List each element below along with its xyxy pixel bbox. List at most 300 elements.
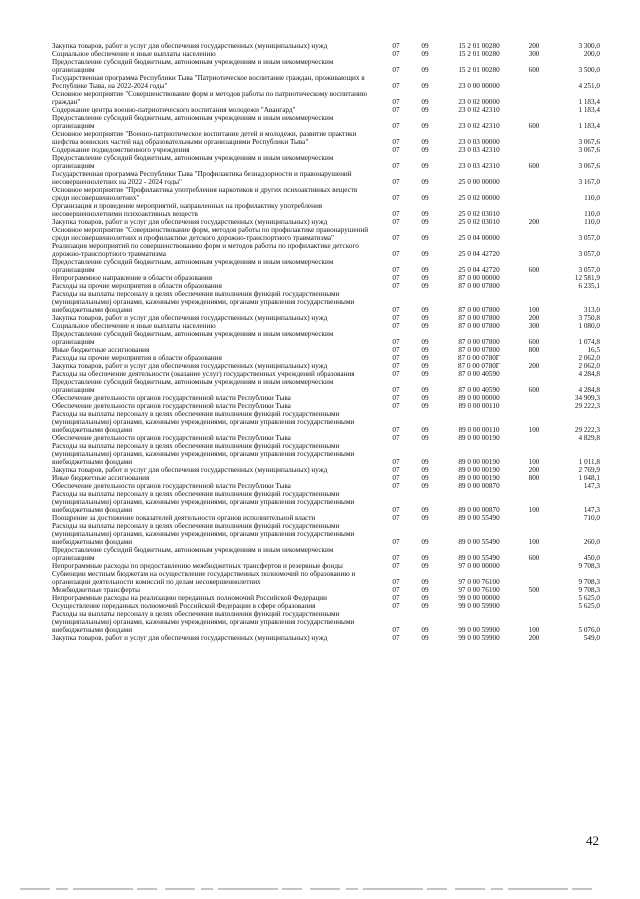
row-type-cell: 200 xyxy=(528,42,540,50)
row-target-cell: 89 0 00 00190 xyxy=(458,458,500,466)
row-target-cell: 25 0 04 42720 xyxy=(458,250,500,258)
row-target-cell: 87 0 00 00000 xyxy=(458,274,500,282)
table-row xyxy=(52,74,600,90)
row-subsection-cell: 09 xyxy=(421,594,429,602)
row-target-cell: 23 0 02 42310 xyxy=(458,106,500,114)
row-target-cell: 23 0 02 42310 xyxy=(458,122,500,130)
row-subsection-cell: 09 xyxy=(421,482,429,490)
row-section-cell: 07 xyxy=(392,362,400,370)
row-amount-cell: 1 074,8 xyxy=(578,338,600,346)
row-type-cell xyxy=(518,130,550,146)
row-name-cell: Предоставление субсидий бюджетным, автономным учреждениям и иным некоммерческим организациям xyxy=(52,114,334,130)
row-name-cell: Расходы на обеспечение деятельности (оказание услуг) государственных учреждений образования xyxy=(52,370,355,378)
row-subsection-cell: 09 xyxy=(421,250,429,258)
row-subsection-cell: 09 xyxy=(421,386,429,394)
table-row xyxy=(52,634,600,642)
row-type-cell: 600 xyxy=(528,122,540,130)
row-target-cell: 99 0 00 00000 xyxy=(458,594,500,602)
table-row xyxy=(52,362,600,370)
row-subsection-cell: 09 xyxy=(421,282,429,290)
row-section-cell: 07 xyxy=(392,602,400,610)
row-name-cell: Непрограммные расходы по предоставлению межбюджетных трансфертов и резервные фонды xyxy=(52,562,343,570)
row-subsection-cell: 09 xyxy=(421,66,429,74)
row-section-cell: 07 xyxy=(392,322,400,330)
row-subsection-cell: 09 xyxy=(421,266,429,274)
row-type-cell xyxy=(518,482,550,490)
row-name-cell: Предоставление субсидий бюджетным, автономным учреждениям и иным некоммерческим организациям xyxy=(52,58,334,74)
row-name-cell: Иные бюджетные ассигнования xyxy=(52,474,150,482)
row-subsection-cell: 09 xyxy=(421,194,429,202)
row-amount-cell: 110,0 xyxy=(584,218,600,226)
row-name-cell: Предоставление субсидий бюджетным, автономным учреждениям и иным некоммерческим организациям xyxy=(52,330,334,346)
row-target-cell: 87 0 00 40590 xyxy=(458,370,500,378)
row-section-cell: 07 xyxy=(392,98,400,106)
table-row xyxy=(52,106,600,114)
table-row xyxy=(52,586,600,594)
row-type-cell xyxy=(518,226,550,242)
table-row xyxy=(52,410,600,434)
row-target-cell: 89 0 00 55490 xyxy=(458,514,500,522)
row-target-cell: 89 0 00 00870 xyxy=(458,482,500,490)
row-name-cell: Расходы на выплаты персоналу в целях обеспечения выполнения функций государственными (муниципальными) органами, казенными учреждениями, органами управления государственными внебюджетными фондами xyxy=(52,290,355,314)
table-row xyxy=(52,218,600,226)
row-target-cell: 99 0 00 59900 xyxy=(458,634,500,642)
page-number: 42 xyxy=(586,833,599,848)
table-row xyxy=(52,570,600,586)
row-name-cell: Непрограммные расходы на реализацию переданных полномочий Российской Федерации xyxy=(52,594,327,602)
row-type-cell xyxy=(518,90,550,106)
row-name-cell: Государственная программа Республики Тыва "Патриотическое воспитание граждан, проживающих в Республике Тыва, на 2022-2024 годы" xyxy=(52,74,365,90)
row-section-cell: 07 xyxy=(392,314,400,322)
row-name-cell: Обеспечение деятельности органов государственной власти Республики Тыва xyxy=(52,482,291,490)
row-section-cell: 07 xyxy=(392,402,400,410)
row-section-cell: 07 xyxy=(392,218,400,226)
row-subsection-cell: 09 xyxy=(421,466,429,474)
row-section-cell: 07 xyxy=(392,306,400,314)
row-type-cell: 600 xyxy=(528,162,540,170)
table-row xyxy=(52,242,600,258)
table-row xyxy=(52,514,600,522)
row-type-cell xyxy=(518,282,550,290)
row-name-cell: Обеспечение деятельности органов государственной власти Республики Тыва xyxy=(52,434,291,442)
budget-table xyxy=(52,42,600,642)
table-row xyxy=(52,346,600,354)
table-row xyxy=(52,146,600,154)
row-amount-cell: 1 011,8 xyxy=(578,458,600,466)
row-amount-cell: 4 284,8 xyxy=(578,386,600,394)
table-row xyxy=(52,562,600,570)
table-row xyxy=(52,602,600,610)
row-amount-cell: 5 625,0 xyxy=(578,594,600,602)
row-type-cell: 200 xyxy=(528,218,540,226)
row-subsection-cell: 09 xyxy=(421,210,429,218)
row-amount-cell: 4 829,8 xyxy=(578,434,600,442)
table-row xyxy=(52,130,600,146)
row-target-cell: 15 2 01 00280 xyxy=(458,50,500,58)
row-target-cell: 89 0 00 00190 xyxy=(458,466,500,474)
row-type-cell: 500 xyxy=(528,586,540,594)
row-name-cell: Расходы на выплаты персоналу в целях обеспечения выполнения функций государственными (муниципальными) органами, казенными учреждениями, органами управления государственными внебюджетными фондами xyxy=(52,442,355,466)
table-row xyxy=(52,170,600,186)
row-amount-cell: 1 080,0 xyxy=(578,322,600,330)
row-type-cell xyxy=(518,242,550,258)
row-type-cell xyxy=(518,170,550,186)
row-subsection-cell: 09 xyxy=(421,514,429,522)
row-amount-cell: 3 750,8 xyxy=(578,314,600,322)
row-name-cell: Основное мероприятие "Совершенствование форм и методов работы по патриотическому воспитанию граждан" xyxy=(52,90,368,106)
row-subsection-cell: 09 xyxy=(421,122,429,130)
row-section-cell: 07 xyxy=(392,578,400,586)
row-section-cell: 07 xyxy=(392,474,400,482)
row-subsection-cell: 09 xyxy=(421,138,429,146)
row-section-cell: 07 xyxy=(392,514,400,522)
row-section-cell: 07 xyxy=(392,626,400,634)
row-section-cell: 07 xyxy=(392,42,400,50)
row-amount-cell: 29 222,3 xyxy=(574,402,600,410)
row-section-cell: 07 xyxy=(392,554,400,562)
row-amount-cell: 16,5 xyxy=(587,346,600,354)
row-name-cell: Субвенции местным бюджетам на осуществление государственных полномочий по образованию и организации деятельности комиссий по делам несовершеннолетних xyxy=(52,570,356,586)
row-type-cell: 100 xyxy=(528,538,540,546)
row-type-cell xyxy=(518,370,550,378)
row-target-cell: 89 0 00 00000 xyxy=(458,394,500,402)
row-name-cell: Закупка товаров, работ и услуг для обеспечения государственных (муниципальных) нужд xyxy=(52,42,328,50)
row-type-cell xyxy=(518,570,550,586)
row-section-cell: 07 xyxy=(392,66,400,74)
row-section-cell: 07 xyxy=(392,162,400,170)
row-target-cell: 25 0 02 03010 xyxy=(458,218,500,226)
row-amount-cell: 549,0 xyxy=(583,634,600,642)
row-subsection-cell: 09 xyxy=(421,394,429,402)
row-subsection-cell: 09 xyxy=(421,314,429,322)
table-row xyxy=(52,154,600,170)
row-amount-cell: 110,0 xyxy=(584,210,600,218)
row-section-cell: 07 xyxy=(392,122,400,130)
row-target-cell: 89 0 00 00190 xyxy=(458,474,500,482)
row-amount-cell: 5 076,0 xyxy=(578,626,600,634)
row-name-cell: Закупка товаров, работ и услуг для обеспечения государственных (муниципальных) нужд xyxy=(52,466,328,474)
row-name-cell: Расходы на выплаты персоналу в целях обеспечения выполнения функций государственными (муниципальными) органами, казенными учреждениями, органами управления государственными внебюджетными фондами xyxy=(52,490,355,514)
row-subsection-cell: 09 xyxy=(421,306,429,314)
row-name-cell: Закупка товаров, работ и услуг для обеспечения государственных (муниципальных) нужд xyxy=(52,362,328,370)
row-section-cell: 07 xyxy=(392,82,400,90)
table-row xyxy=(52,594,600,602)
row-target-cell: 87 0 00 07800 xyxy=(458,322,500,330)
row-amount-cell: 34 909,3 xyxy=(574,394,600,402)
row-type-cell: 600 xyxy=(528,554,540,562)
row-amount-cell: 3 067,6 xyxy=(578,138,600,146)
row-target-cell: 15 2 01 00280 xyxy=(458,66,500,74)
table-row xyxy=(52,330,600,346)
row-subsection-cell: 09 xyxy=(421,338,429,346)
row-amount-cell: 4 251,0 xyxy=(578,82,600,90)
row-amount-cell: 147,3 xyxy=(583,482,600,490)
row-section-cell: 07 xyxy=(392,466,400,474)
row-target-cell: 23 0 02 00000 xyxy=(458,98,500,106)
row-target-cell: 23 0 03 42310 xyxy=(458,162,500,170)
row-amount-cell: 313,0 xyxy=(583,306,600,314)
row-name-cell: Организация и проведение мероприятий, направленных на профилактику употребления несовершеннолетними психоактивных веществ xyxy=(52,202,323,218)
row-amount-cell: 200,0 xyxy=(583,50,600,58)
row-name-cell: Государственная программа Республики Тыва "Профилактика безнадзорности и правонарушений несовершеннолетних на 2022 - 2024 годы" xyxy=(52,170,352,186)
row-name-cell: Межбюджетные трансферты xyxy=(52,586,140,594)
table-row xyxy=(52,610,600,634)
table-row xyxy=(52,482,600,490)
row-amount-cell: 110,0 xyxy=(584,194,600,202)
row-name-cell: Предоставление субсидий бюджетным, автономным учреждениям и иным некоммерческим организациям xyxy=(52,378,334,394)
row-amount-cell: 29 222,3 xyxy=(574,426,600,434)
row-subsection-cell: 09 xyxy=(421,354,429,362)
table-row xyxy=(52,282,600,290)
row-type-cell xyxy=(518,186,550,202)
table-row xyxy=(52,370,600,378)
row-section-cell: 07 xyxy=(392,250,400,258)
row-type-cell: 600 xyxy=(528,266,540,274)
row-target-cell: 87 0 00 07800 xyxy=(458,282,500,290)
row-subsection-cell: 09 xyxy=(421,506,429,514)
row-amount-cell: 9 708,3 xyxy=(578,586,600,594)
row-subsection-cell: 09 xyxy=(421,362,429,370)
row-type-cell: 800 xyxy=(528,346,540,354)
table-row xyxy=(52,490,600,514)
row-target-cell: 87 0 00 07800 xyxy=(458,306,500,314)
row-amount-cell: 3 057,0 xyxy=(578,234,600,242)
row-name-cell: Предоставление субсидий бюджетным, автономным учреждениям и иным некоммерческим организациям xyxy=(52,258,334,274)
row-amount-cell: 710,0 xyxy=(583,514,600,522)
table-row xyxy=(52,226,600,242)
row-section-cell: 07 xyxy=(392,194,400,202)
row-type-cell xyxy=(518,402,550,410)
row-section-cell: 07 xyxy=(392,562,400,570)
row-amount-cell: 147,3 xyxy=(583,506,600,514)
row-subsection-cell: 09 xyxy=(421,146,429,154)
table-row xyxy=(52,202,600,218)
table-row xyxy=(52,394,600,402)
row-amount-cell: 2 062,0 xyxy=(578,362,600,370)
row-type-cell xyxy=(518,594,550,602)
row-subsection-cell: 09 xyxy=(421,370,429,378)
row-section-cell: 07 xyxy=(392,106,400,114)
row-type-cell: 600 xyxy=(528,338,540,346)
row-target-cell: 89 0 00 00870 xyxy=(458,506,500,514)
row-section-cell: 07 xyxy=(392,178,400,186)
row-target-cell: 87 0 00 40590 xyxy=(458,386,500,394)
row-name-cell: Основное мероприятие "Совершенствование форм, методов работы по профилактике правонарушений среди несовершеннолетних и профилактике детского дорожно-транспортного травматизма" xyxy=(52,226,369,242)
table-row xyxy=(52,546,600,562)
row-section-cell: 07 xyxy=(392,482,400,490)
row-subsection-cell: 09 xyxy=(421,82,429,90)
table-row xyxy=(52,258,600,274)
row-name-cell: Социальное обеспечение и иные выплаты населению xyxy=(52,322,216,330)
row-target-cell: 23 0 03 42310 xyxy=(458,146,500,154)
row-name-cell: Содержание центра военно-патриотического воспитания молодежи "Авангард" xyxy=(52,106,296,114)
row-subsection-cell: 09 xyxy=(421,178,429,186)
row-name-cell: Непрограммное направление в области образования xyxy=(52,274,213,282)
row-section-cell: 07 xyxy=(392,386,400,394)
row-target-cell: 25 0 04 42720 xyxy=(458,266,500,274)
table-row xyxy=(52,90,600,106)
row-name-cell: Осуществление переданных полномочий Российской Федерации в сфере образования xyxy=(52,602,316,610)
row-amount-cell: 1 183,4 xyxy=(578,106,600,114)
table-row xyxy=(52,434,600,442)
row-target-cell: 89 0 00 55490 xyxy=(458,538,500,546)
row-section-cell: 07 xyxy=(392,458,400,466)
row-type-cell: 800 xyxy=(528,474,540,482)
table-row xyxy=(52,466,600,474)
row-section-cell: 07 xyxy=(392,506,400,514)
row-amount-cell: 1 048,1 xyxy=(578,474,600,482)
row-target-cell: 89 0 00 00110 xyxy=(458,426,500,434)
row-section-cell: 07 xyxy=(392,50,400,58)
table-row xyxy=(52,322,600,330)
table-row xyxy=(52,114,600,130)
row-section-cell: 07 xyxy=(392,346,400,354)
table-row xyxy=(52,522,600,546)
row-subsection-cell: 09 xyxy=(421,50,429,58)
row-subsection-cell: 09 xyxy=(421,458,429,466)
row-type-cell: 200 xyxy=(528,634,540,642)
row-section-cell: 07 xyxy=(392,634,400,642)
row-amount-cell: 9 708,3 xyxy=(578,578,600,586)
row-target-cell: 97 0 00 00000 xyxy=(458,562,500,570)
row-subsection-cell: 09 xyxy=(421,346,429,354)
row-section-cell: 07 xyxy=(392,266,400,274)
table-row xyxy=(52,314,600,322)
row-target-cell: 87 0 00 07800 xyxy=(458,338,500,346)
row-amount-cell: 1 183,4 xyxy=(578,122,600,130)
row-name-cell: Обеспечение деятельности органов государственной власти Республики Тыва xyxy=(52,402,291,410)
row-amount-cell: 3 067,6 xyxy=(578,162,600,170)
row-amount-cell: 4 284,8 xyxy=(578,370,600,378)
row-type-cell: 600 xyxy=(528,386,540,394)
row-section-cell: 07 xyxy=(392,394,400,402)
row-target-cell: 89 0 00 00110 xyxy=(458,402,500,410)
row-section-cell: 07 xyxy=(392,594,400,602)
row-amount-cell: 3 057,0 xyxy=(578,266,600,274)
table-row xyxy=(52,442,600,466)
row-name-cell: Предоставление субсидий бюджетным, автономным учреждениям и иным некоммерческим организациям xyxy=(52,546,334,562)
row-target-cell: 25 0 02 00000 xyxy=(458,194,500,202)
row-type-cell xyxy=(518,562,550,570)
row-subsection-cell: 09 xyxy=(421,402,429,410)
table-row xyxy=(52,186,600,202)
row-section-cell: 07 xyxy=(392,146,400,154)
row-type-cell xyxy=(518,434,550,442)
row-section-cell: 07 xyxy=(392,234,400,242)
row-type-cell xyxy=(518,274,550,282)
row-section-cell: 07 xyxy=(392,538,400,546)
table-row xyxy=(52,354,600,362)
row-target-cell: 25 0 00 00000 xyxy=(458,178,500,186)
row-name-cell: Закупка товаров, работ и услуг для обеспечения государственных (муниципальных) нужд xyxy=(52,634,328,642)
row-amount-cell: 3 067,6 xyxy=(578,146,600,154)
row-name-cell: Закупка товаров, работ и услуг для обеспечения государственных (муниципальных) нужд xyxy=(52,314,328,322)
table-row xyxy=(52,378,600,394)
table-row xyxy=(52,474,600,482)
row-amount-cell: 6 235,1 xyxy=(578,282,600,290)
row-type-cell xyxy=(518,514,550,522)
row-subsection-cell: 09 xyxy=(421,322,429,330)
row-name-cell: Иные бюджетные ассигнования xyxy=(52,346,150,354)
row-type-cell: 300 xyxy=(528,50,540,58)
row-section-cell: 07 xyxy=(392,210,400,218)
row-target-cell: 99 0 00 59900 xyxy=(458,602,500,610)
row-name-cell: Обеспечение деятельности органов государственной власти Республики Тыва xyxy=(52,394,291,402)
row-type-cell xyxy=(518,394,550,402)
row-subsection-cell: 09 xyxy=(421,162,429,170)
row-subsection-cell: 09 xyxy=(421,554,429,562)
row-target-cell: 23 0 03 00000 xyxy=(458,138,500,146)
row-type-cell: 600 xyxy=(528,66,540,74)
row-type-cell: 200 xyxy=(528,466,540,474)
row-subsection-cell: 09 xyxy=(421,474,429,482)
row-subsection-cell: 09 xyxy=(421,274,429,282)
row-type-cell: 300 xyxy=(528,322,540,330)
row-name-cell: Расходы на прочие мероприятия в области образования xyxy=(52,354,222,362)
row-target-cell: 87 0 00 07800 xyxy=(458,314,500,322)
table-row xyxy=(52,402,600,410)
row-section-cell: 07 xyxy=(392,586,400,594)
row-type-cell: 100 xyxy=(528,458,540,466)
row-target-cell: 87 0 00 0780Г xyxy=(458,362,500,370)
row-section-cell: 07 xyxy=(392,426,400,434)
row-target-cell: 97 0 00 76100 xyxy=(458,578,500,586)
row-name-cell: Основное мероприятие "Военно-патриотическое воспитание детей и молодежи, развитие практики шефства воинских частей над образовательными организациями Республики Тыва" xyxy=(52,130,357,146)
row-type-cell xyxy=(518,106,550,114)
table-row xyxy=(52,290,600,314)
row-type-cell xyxy=(518,146,550,154)
row-target-cell: 15 2 01 00280 xyxy=(458,42,500,50)
row-subsection-cell: 09 xyxy=(421,578,429,586)
row-type-cell: 100 xyxy=(528,306,540,314)
row-section-cell: 07 xyxy=(392,370,400,378)
row-section-cell: 07 xyxy=(392,434,400,442)
row-target-cell: 89 0 00 55490 xyxy=(458,554,500,562)
table-row xyxy=(52,42,600,50)
row-name-cell: Расходы на выплаты персоналу в целях обеспечения выполнения функций государственными (муниципальными) органами, казенными учреждениями, органами управления государственными внебюджетными фондами xyxy=(52,410,355,434)
row-subsection-cell: 09 xyxy=(421,106,429,114)
row-amount-cell: 5 625,0 xyxy=(578,602,600,610)
row-name-cell: Расходы на выплаты персоналу в целях обеспечения выполнения функций государственными (муниципальными) органами, казенными учреждениями, органами управления государственными внебюджетными фондами xyxy=(52,610,355,634)
row-target-cell: 23 0 00 00000 xyxy=(458,82,500,90)
row-subsection-cell: 09 xyxy=(421,218,429,226)
row-name-cell: Социальное обеспечение и иные выплаты населению xyxy=(52,50,216,58)
row-name-cell: Предоставление субсидий бюджетным, автономным учреждениям и иным некоммерческим организациям xyxy=(52,154,334,170)
row-name-cell: Содержание подведомственного учреждения xyxy=(52,146,190,154)
row-name-cell: Реализация мероприятий по совершенствованию форм и методов работы по профилактике детского дорожно-транспортного травматизма xyxy=(52,242,359,258)
row-subsection-cell: 09 xyxy=(421,42,429,50)
row-name-cell: Основное мероприятие "Профилактика употребления наркотиков и других психоактивных веществ среди несовершеннолетних" xyxy=(52,186,358,202)
table-body xyxy=(52,42,600,642)
row-subsection-cell: 09 xyxy=(421,434,429,442)
row-subsection-cell: 09 xyxy=(421,586,429,594)
row-amount-cell: 9 708,3 xyxy=(578,562,600,570)
row-type-cell xyxy=(518,74,550,90)
row-amount-cell: 260,0 xyxy=(583,538,600,546)
row-subsection-cell: 09 xyxy=(421,98,429,106)
row-target-cell: 89 0 00 00190 xyxy=(458,434,500,442)
row-subsection-cell: 09 xyxy=(421,538,429,546)
row-name-cell: Расходы на прочие мероприятия в области образования xyxy=(52,282,222,290)
row-amount-cell: 3 057,0 xyxy=(578,250,600,258)
row-target-cell: 25 0 02 03010 xyxy=(458,210,500,218)
row-amount-cell: 2 062,0 xyxy=(578,354,600,362)
row-target-cell: 25 0 04 00000 xyxy=(458,234,500,242)
row-type-cell xyxy=(518,354,550,362)
row-amount-cell: 2 769,9 xyxy=(578,466,600,474)
row-subsection-cell: 09 xyxy=(421,626,429,634)
row-subsection-cell: 09 xyxy=(421,426,429,434)
